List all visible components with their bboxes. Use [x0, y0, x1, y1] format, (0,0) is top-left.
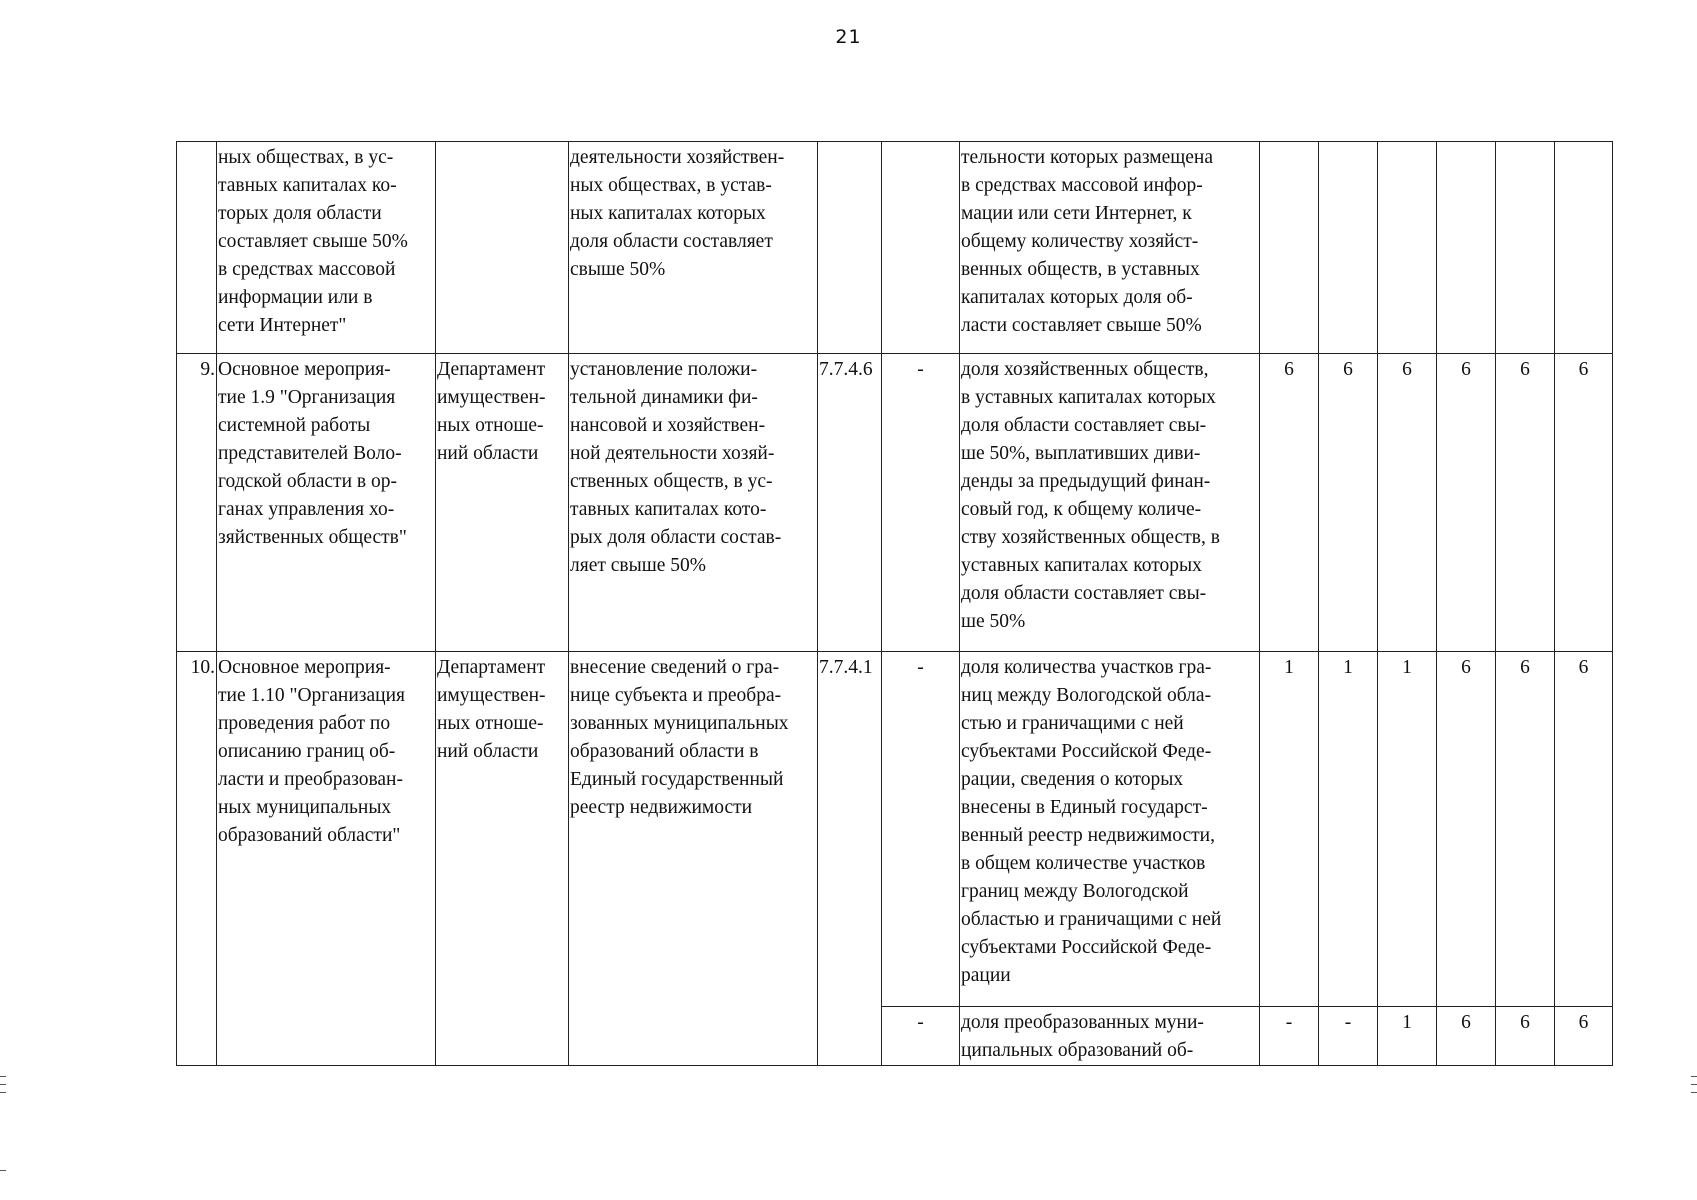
result-cell: внесение сведений о гра- нице субъекта и преобра- зованных муниципальных образований области в Единый государственный реестр недвижимости — [569, 652, 818, 1066]
value-cell: 6 — [1437, 354, 1496, 652]
sub-cell — [882, 142, 960, 354]
result-cell: деятельности хозяйствен- ных обществах, в устав- ных капиталах которых доля области составляет свыше 50% — [569, 142, 818, 354]
value-cell: 1 — [1378, 1007, 1437, 1066]
event-cell: Основное мероприя- тие 1.10 "Организация проведения работ по описанию границ об- ласти и преобразован- ных муниципальных образований области" — [217, 652, 436, 1066]
value-cell — [1378, 142, 1437, 354]
code-cell: 7.7.4.1 — [818, 652, 882, 1066]
value-cell: - — [1260, 1007, 1319, 1066]
executor-cell: Департамент имуществен- ных отноше- ний области — [436, 354, 569, 652]
indicator-cell: доля хозяйственных обществ, в уставных капиталах которых доля области составляет свы- ше 50%, выплативших диви- денды за предыдущий финан- совый год, к общему количе- ству хозяйственных обществ, в уставных капиталах которых доля области составляет свы- ше 50% — [960, 354, 1260, 652]
edge-mark — [1691, 1084, 1697, 1085]
value-cell: 6 — [1378, 354, 1437, 652]
edge-mark — [0, 1170, 6, 1171]
event-cell: Основное мероприя- тие 1.9 "Организация системной работы представителей Воло- годской области в ор- ганах управления хо- зяйственных обществ" — [217, 354, 436, 652]
sub-cell: - — [882, 652, 960, 1007]
value-cell: 6 — [1437, 652, 1496, 1007]
value-cell: 1 — [1319, 652, 1378, 1007]
sub-cell: - — [882, 354, 960, 652]
sub-cell: - — [882, 1007, 960, 1066]
executor-cell — [436, 142, 569, 354]
value-cell — [1437, 142, 1496, 354]
edge-mark — [0, 1076, 6, 1077]
code-cell: 7.7.4.6 — [818, 354, 882, 652]
value-cell — [1319, 142, 1378, 354]
value-cell: 6 — [1555, 354, 1613, 652]
table-row — [177, 652, 1613, 1007]
value-cell: 6 — [1496, 1007, 1555, 1066]
value-cell: 6 — [1496, 354, 1555, 652]
value-cell: 6 — [1437, 1007, 1496, 1066]
edge-mark — [1691, 1076, 1697, 1077]
row-number — [177, 142, 217, 354]
table-row — [177, 354, 1613, 652]
edge-mark — [1691, 1092, 1697, 1093]
indicator-cell: тельности которых размещена в средствах массовой инфор- мации или сети Интернет, к общему количеству хозяйст- венных обществ, в уставных капиталах которых доля об- ласти составляет свыше 50% — [960, 142, 1260, 354]
executor-cell: Департамент имуществен- ных отноше- ний области — [436, 652, 569, 1066]
indicator-cell: доля количества участков гра- ниц между Вологодской обла- стью и граничащими с ней субъектами Российской Феде- рации, сведения о которых внесены в Единый государст- венный реестр недвижимости, в общем количестве участков границ между Вологодской областью и граничащими с ней субъектами Российской Феде- рации — [960, 652, 1260, 1007]
table-row — [177, 142, 1613, 354]
value-cell: 6 — [1260, 354, 1319, 652]
row-number: 9. — [177, 354, 217, 652]
value-cell: 6 — [1319, 354, 1378, 652]
value-cell — [1555, 142, 1613, 354]
indicator-cell: доля преобразованных муни- ципальных образований об- — [960, 1007, 1260, 1066]
page-number: 21 — [835, 26, 862, 48]
program-events-table — [176, 141, 1613, 1066]
value-cell: 1 — [1378, 652, 1437, 1007]
value-cell: 6 — [1496, 652, 1555, 1007]
edge-mark — [0, 1092, 6, 1093]
value-cell: - — [1319, 1007, 1378, 1066]
value-cell — [1496, 142, 1555, 354]
code-cell — [818, 142, 882, 354]
value-cell: 6 — [1555, 652, 1613, 1007]
row-number: 10. — [177, 652, 217, 1066]
value-cell: 6 — [1555, 1007, 1613, 1066]
result-cell: установление положи- тельной динамики фи- нансовой и хозяйствен- ной деятельности хозяй- ственных обществ, в ус- тавных капиталах кото- рых доля области состав- ляет свыше 50% — [569, 354, 818, 652]
event-cell: ных обществах, в ус- тавных капиталах ко- торых доля области составляет свыше 50% в средствах массовой информации или в сети Интернет" — [217, 142, 436, 354]
value-cell — [1260, 142, 1319, 354]
edge-mark — [0, 1084, 6, 1085]
value-cell: 1 — [1260, 652, 1319, 1007]
